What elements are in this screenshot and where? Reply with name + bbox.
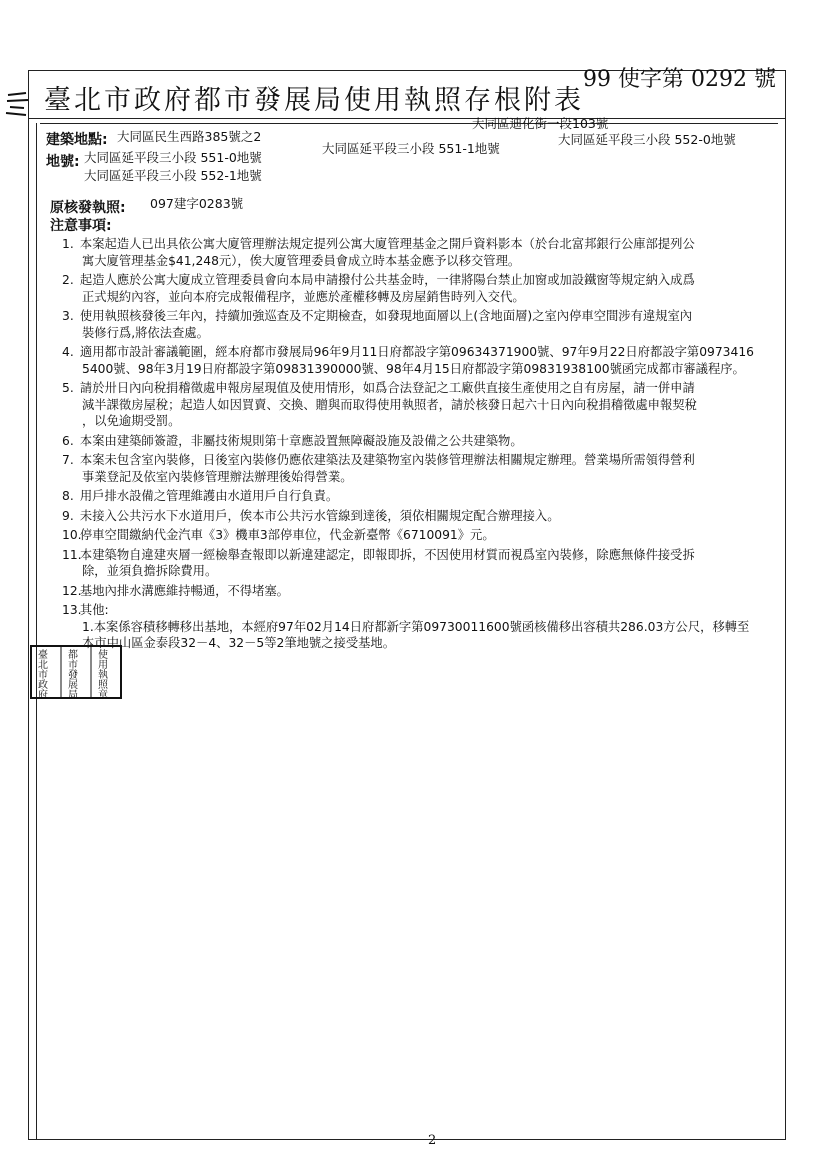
note-number: 13. — [62, 603, 82, 617]
notes-list — [62, 236, 782, 655]
permit-number: 99 使字第 0292 號 — [583, 67, 776, 92]
seal-glyph: 市 — [68, 660, 78, 671]
note-item — [62, 527, 782, 544]
lot-3: 大同區延平段三小段 552-0地號 — [558, 132, 736, 147]
note-item — [62, 380, 782, 430]
seal-glyph: 政 — [38, 680, 48, 691]
note-number: 3. — [62, 309, 74, 323]
note-text: 請於卅日內向稅捐稽徵處申報房屋現值及使用情形，如爲合法登記之工廠供直接生產使用之自有房屋，請一併申請 — [79, 381, 695, 395]
note-number: 4. — [62, 345, 74, 359]
note-item — [62, 452, 782, 485]
note-text: 用戶排水設備之管理維護由水道用戶自行負責。 — [79, 489, 339, 503]
title-divider-lower — [40, 123, 778, 124]
address-1: 大同區民生西路385號之2 — [117, 129, 262, 144]
note-item — [62, 547, 782, 580]
seal-glyph: 使 — [98, 650, 108, 661]
lot-2: 大同區延平段三小段 551-1地號 — [322, 141, 500, 156]
note-text: 事業登記及依室內裝修管理辦法辦理後始得營業。 — [82, 469, 353, 484]
note-number: 10. — [62, 528, 82, 542]
page-title: 臺北市政府都市發展局使用執照存根附表 — [44, 85, 584, 116]
note-text: 本市中山區金泰段32－4、32－5等2筆地號之接受基地。 — [82, 636, 396, 650]
note-text: 本案未包含室內裝修，日後室內裝修仍應依建築法及建築物室內裝修管理辦法相關規定辦理。營業場所需領得營利 — [79, 453, 695, 467]
note-text: 未接入公共污水下水道用戶，俟本市公共污水管線到達後，須依相關規定配合辦理接入。 — [79, 508, 560, 523]
note-text: 裝修行爲,將依法查處。 — [82, 325, 209, 340]
note-text: ，以免逾期受罰。 — [82, 414, 181, 428]
seal-glyph: 府 — [38, 690, 48, 699]
seal-glyph: 市 — [38, 670, 48, 681]
original-permit-label: 原核發執照: — [50, 200, 126, 216]
note-text: 使用執照核發後三年內，持續加強巡查及不定期檢查，如發現地面層以上(含地面層)之室內停車空間涉有違規室內 — [79, 309, 693, 323]
note-text: 除，並須負擔拆除費用。 — [82, 564, 218, 578]
seal-glyph: 用 — [98, 660, 108, 671]
notes-label: 注意事項: — [50, 218, 112, 234]
note-number: 8. — [62, 489, 74, 503]
seal-glyph: 照 — [98, 680, 108, 691]
note-text: 正式規約內容，並向本府完成報備程序，並應於產權移轉及房屋銷售時列入交代。 — [82, 289, 525, 304]
note-number: 11. — [62, 547, 82, 562]
page-number: 2 — [428, 1133, 437, 1148]
seal-glyph: 局 — [68, 690, 78, 699]
seal-glyph: 北 — [38, 660, 48, 671]
seal-glyph: 發 — [68, 670, 78, 681]
note-text: 本建築物自違建夾層一經檢舉查報即以新違建認定，即報即拆，不因使用材質而視爲室內裝修，除應無條件接受拆 — [79, 547, 695, 562]
note-number: 7. — [62, 453, 74, 467]
original-permit-value: 097建字0283號 — [150, 196, 244, 211]
title-divider — [28, 118, 786, 119]
note-text: 停車空間繳納代金汽車《3》機車3部停車位，代金新臺幣《6710091》元。 — [79, 528, 495, 542]
note-number: 9. — [62, 508, 74, 523]
note-item — [62, 272, 782, 305]
note-number: 2. — [62, 273, 74, 287]
note-text: 減半課徵房屋稅；起造人如因買賣、交換、贈與而取得使用執照者，請於核發日起六十日內向稅捐稽徵處申報契稅 — [82, 397, 697, 412]
seal-glyph: 展 — [68, 680, 78, 691]
note-text: 5400號、98年3月19日府都設字第09831390000號、98年4月15日府都設字第09831938100號函完成都市審議程序。 — [82, 361, 745, 376]
note-item — [62, 236, 782, 269]
lot-label: 地號: — [46, 154, 80, 170]
note-text: 寓大廈管理基金$41,248元），俟大廈管理委員會成立時本基金應予以移交管理。 — [82, 253, 521, 268]
note-text: 本案由建築師簽證，非屬技術規則第十章應設置無障礙設施及設備之公共建築物。 — [79, 433, 523, 448]
note-item — [62, 508, 782, 525]
note-number: 6. — [62, 433, 74, 448]
note-text: 其他: — [79, 603, 109, 617]
note-item — [62, 308, 782, 341]
note-text: 本案起造人已出具依公寓大廈管理辦法規定提列公寓大廈管理基金之開戶資料影本（於台北富邦銀行公庫部提列公 — [79, 237, 695, 251]
note-number: 1. — [62, 237, 74, 251]
address-label: 建築地點: — [46, 132, 108, 148]
lot-1: 大同區延平段三小段 551-0地號 — [84, 150, 262, 165]
binding-mark-icon — [4, 85, 34, 125]
note-item — [62, 488, 782, 505]
seal-glyph: 臺 — [38, 650, 48, 661]
note-text: 1.本案係容積移轉移出基地，本經府97年02月14日府都新字第09730011600號函核備移出容積共286.03方公尺，移轉至 — [82, 619, 750, 634]
seal-glyph: 都 — [68, 650, 78, 661]
note-item — [62, 602, 782, 652]
seal-glyph: 執 — [98, 670, 108, 681]
note-item — [62, 433, 782, 450]
note-item — [62, 344, 782, 377]
note-text: 適用都市設計審議範圍，經本府都市發展局96年9月11日府都設字第09634371900號、97年9月22日府都設字第0973416 — [79, 345, 754, 359]
left-margin-line — [36, 123, 37, 1140]
note-number: 5. — [62, 381, 74, 395]
note-item — [62, 583, 782, 600]
note-number: 12. — [62, 583, 82, 598]
official-seal-icon — [30, 645, 122, 699]
note-text: 起造人應於公寓大廈成立管理委員會向本局申請撥付公共基金時，一律將陽台禁止加窗或加設鐵窗等規定納入成爲 — [79, 273, 695, 287]
address-2: 大同區迪化街一段103號 — [472, 116, 609, 131]
note-text: 基地內排水溝應維持暢通，不得堵塞。 — [79, 583, 289, 598]
seal-glyph: 章 — [98, 690, 108, 699]
lot-4: 大同區延平段三小段 552-1地號 — [84, 168, 262, 183]
